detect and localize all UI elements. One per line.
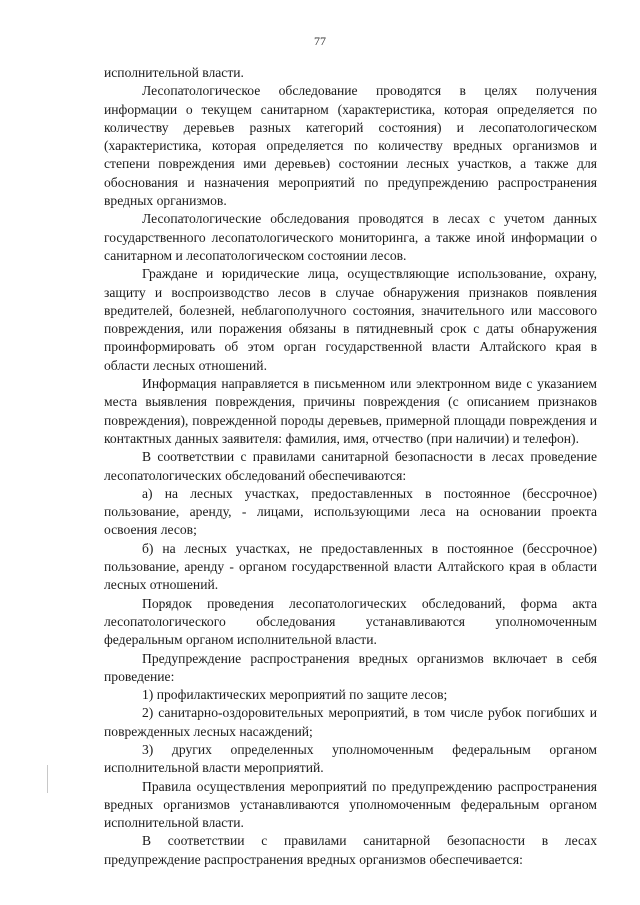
paragraph-inspection-procedure: Порядок проведения лесопатологических обследований, форма акта лесопатологического обследования устанавливаются уполномоченным федеральным органом исполнительной власти. xyxy=(104,595,597,648)
paragraph-prevention-includes: Предупреждение распространения вредных организмов включает в себя проведение: xyxy=(104,650,597,684)
paragraph-citizens-obligation: Граждане и юридические лица, осуществляющие использование, охрану, защиту и воспроизводство лесов в случае обнаружения признаков появления вредителей, болезней, неблагополучного состояния, значительного или массового повреждения, или поражения обязаны в пятидневный срок с даты обнаружения проинформировать об этом орган государственной власти Алтайского края в области лесных отношений. xyxy=(104,266,597,373)
paragraph-prevention-rules: Правила осуществления мероприятий по предупреждению распространения вредных организмов устанавливаются уполномоченным федеральным органом исполнительной власти. xyxy=(104,778,597,831)
paragraph-sanitary-rules-inspections: В соответствии с правилами санитарной безопасности в лесах проведение лесопатологических обследований обеспечиваются: xyxy=(104,449,597,483)
page-number: 77 xyxy=(314,34,326,48)
document-body xyxy=(104,64,597,869)
paragraph-information-format: Информация направляется в письменном или электронном виде с указанием места выявления повреждения, причины повреждения (с описанием признаков повреждения), поврежденной породы деревьев, примерной площади повреждения и контактных данных заявителя: фамилия, имя, отчество (при наличии) и телефон). xyxy=(104,376,597,446)
paragraph-inspection-basis: Лесопатологические обследования проводятся в лесах с учетом данных государственного лесопатологического мониторинга, а также иной информации о санитарном и лесопатологическом состоянии лесов. xyxy=(104,211,597,263)
paragraph-continuation: исполнительной власти. xyxy=(104,65,244,80)
paragraph-sanitary-rules-prevention: В соответствии с правилами санитарной безопасности в лесах предупреждение распространения вредных организмов обеспечивается: xyxy=(104,833,597,867)
list-item-3: 3) других определенных уполномоченным федеральным органом исполнительной власти мероприятий. xyxy=(104,741,597,776)
list-item-2: 2) санитарно-оздоровительных мероприятий, в том числе рубок погибших и поврежденных лесных насаждений; xyxy=(104,705,597,739)
list-item-b: б) на лесных участках, не предоставленных в постоянное (бессрочное) пользование, аренду - органом государственной власти Алтайского края в области лесных отношений. xyxy=(104,540,597,593)
list-item-1: 1) профилактических мероприятий по защите лесов; xyxy=(142,687,448,703)
list-item-a: а) на лесных участках, предоставленных в постоянное (бессрочное) пользование, аренду, - лицами, использующими леса на основании проекта освоения лесов; xyxy=(104,485,597,538)
paragraph-inspection-purpose: Лесопатологическое обследование проводятся в целях получения информации о текущем санитарном (характеристика, которая определяется по количеству деревьев разных категорий состояния) и лесопатологическом (характеристика, которая определяется по количеству вредных организмов и степени повреждения ими деревьев) состоянии лесных участков, а также для обоснования и назначения мероприятий по предупреждению распространения вредных организмов. xyxy=(104,83,597,209)
scan-edge-mark xyxy=(47,765,48,793)
